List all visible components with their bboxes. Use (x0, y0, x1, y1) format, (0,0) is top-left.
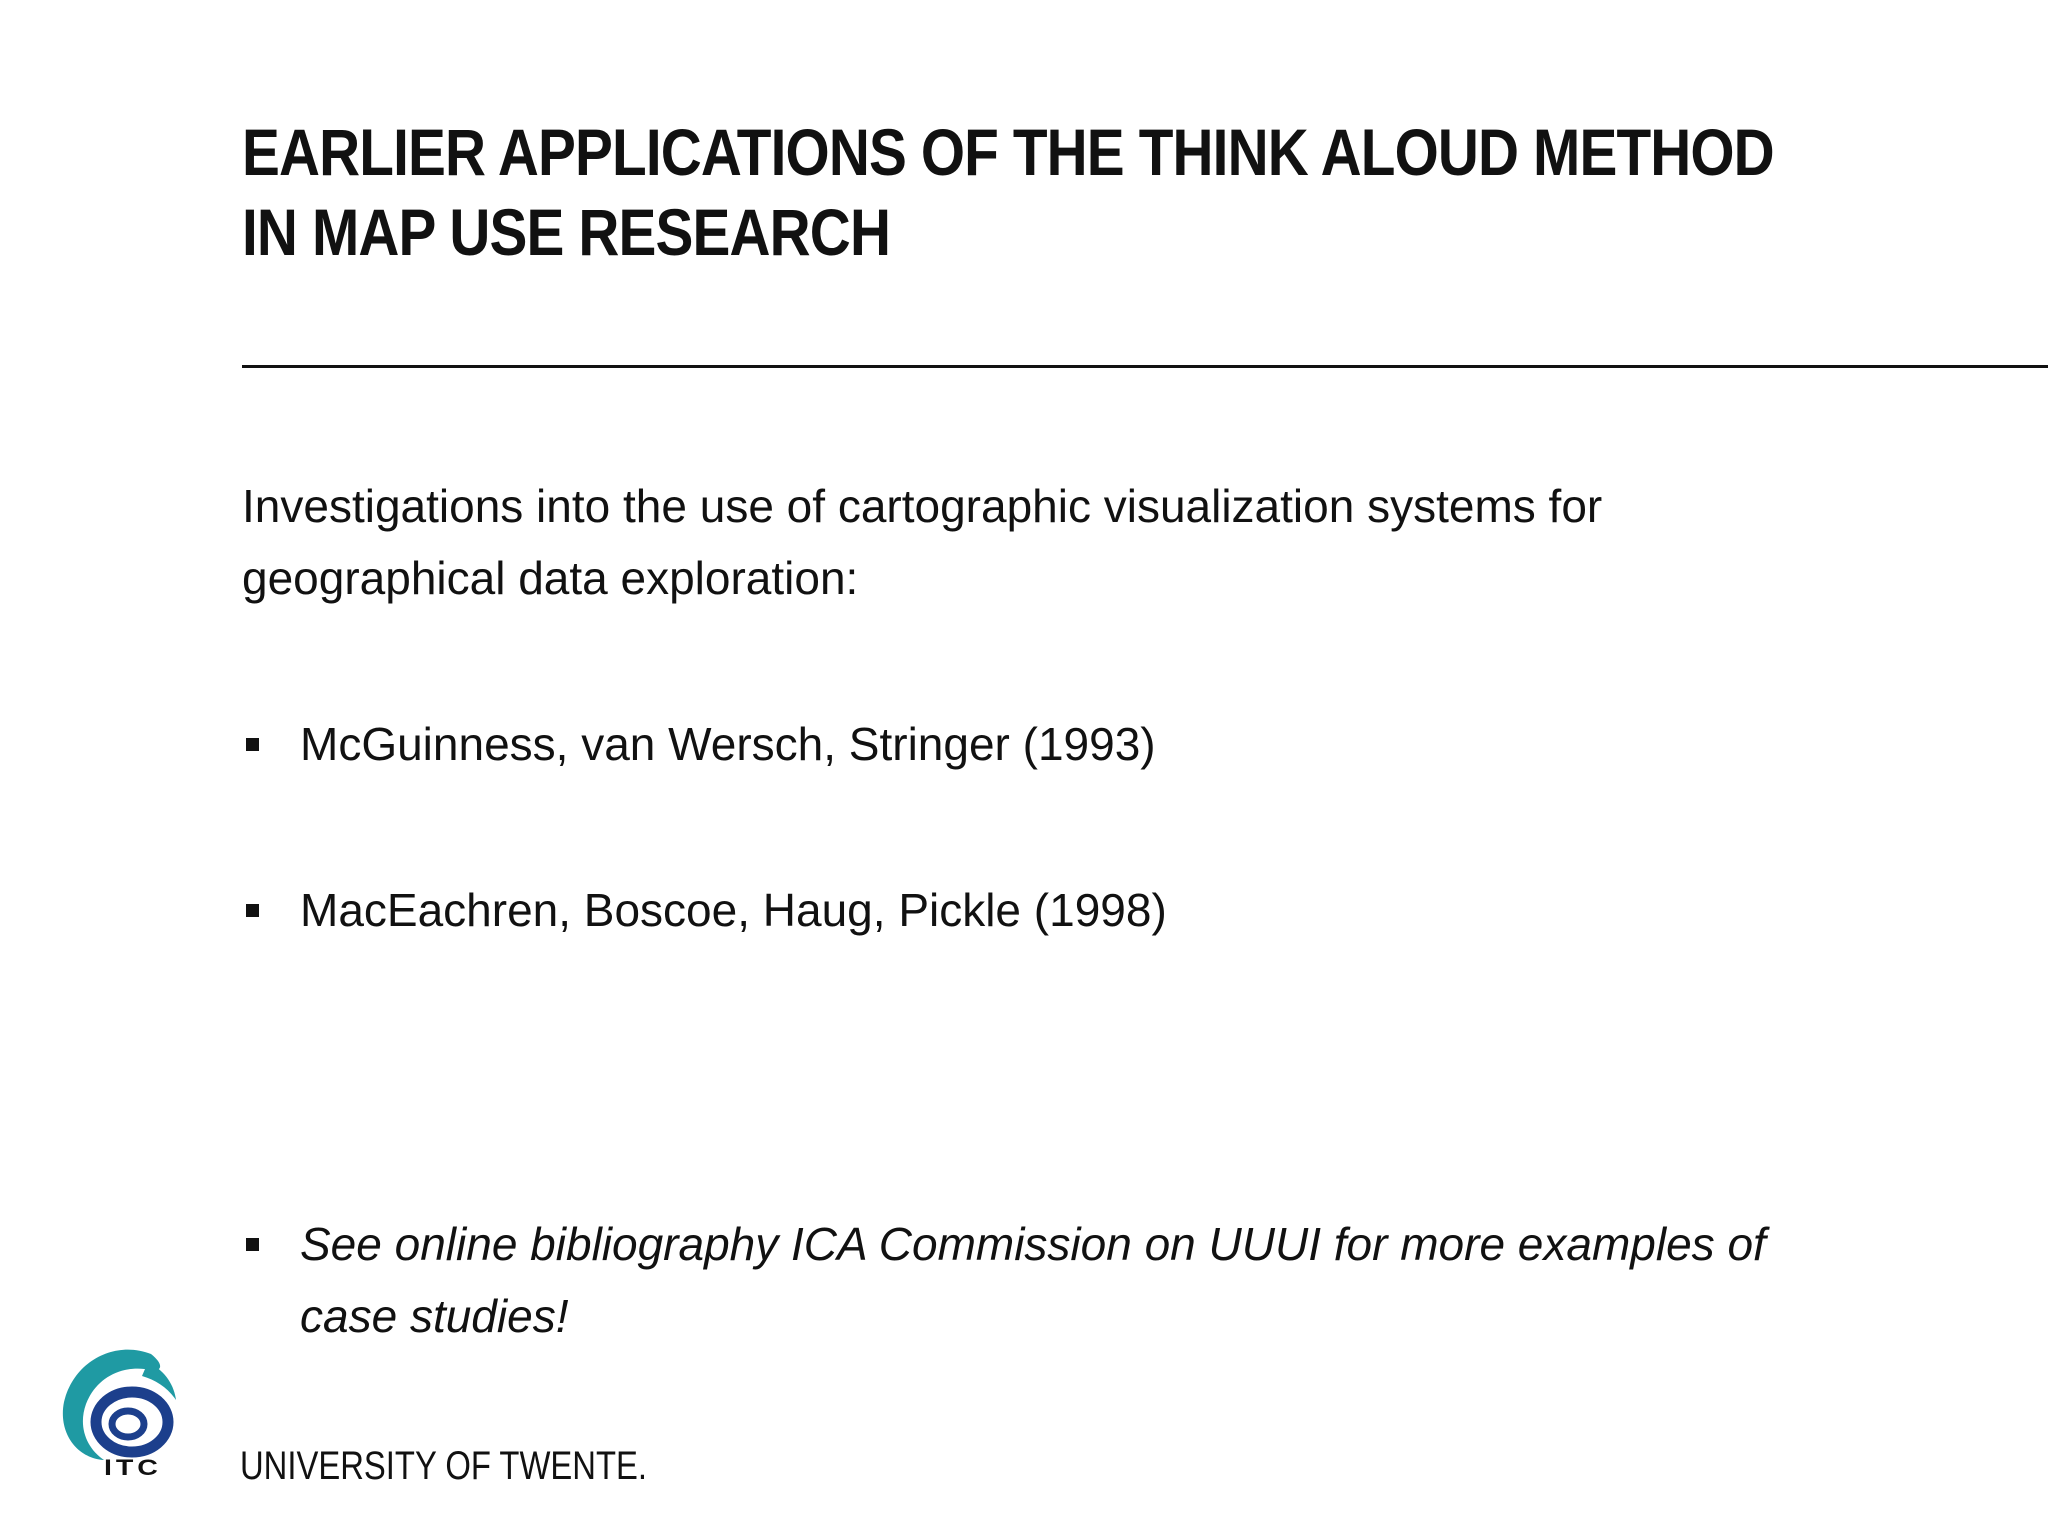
bullet-text-line: McGuinness, van Wersch, Stringer (1993) (300, 718, 1156, 770)
title-divider (242, 365, 2048, 368)
bullet-text (300, 874, 1167, 946)
itc-logo-text: ITC (104, 1455, 162, 1480)
logo-navy-ring-inner (112, 1411, 144, 1437)
slide-title-line-2: IN MAP USE RESEARCH (242, 195, 891, 269)
logo-navy-ring-outer (96, 1392, 168, 1452)
bullet-text-line: case studies! (300, 1290, 569, 1342)
intro-line-1: Investigations into the use of cartographic visualization systems for (242, 480, 1603, 532)
intro-paragraph (242, 470, 1942, 614)
bullet-text-line: MacEachren, Boscoe, Haug, Pickle (1998) (300, 884, 1167, 936)
bullet-text (300, 708, 1156, 780)
bullet-item (242, 1208, 2002, 1352)
square-bullet-icon (246, 1238, 259, 1251)
square-bullet-icon (246, 738, 259, 751)
slide-title-line-1: EARLIER APPLICATIONS OF THE THINK ALOUD METHOD (242, 115, 1774, 189)
bullet-text-line: See online bibliography ICA Commission on UUUI for more examples of (300, 1218, 1766, 1270)
square-bullet-icon (246, 904, 259, 917)
bullet-item (242, 708, 1156, 780)
intro-line-2: geographical data exploration: (242, 552, 859, 604)
bullet-item (242, 874, 1167, 946)
university-wordmark: UNIVERSITY OF TWENTE. (240, 1444, 648, 1488)
bullet-text (300, 1208, 2002, 1352)
slide-title (242, 112, 1774, 272)
